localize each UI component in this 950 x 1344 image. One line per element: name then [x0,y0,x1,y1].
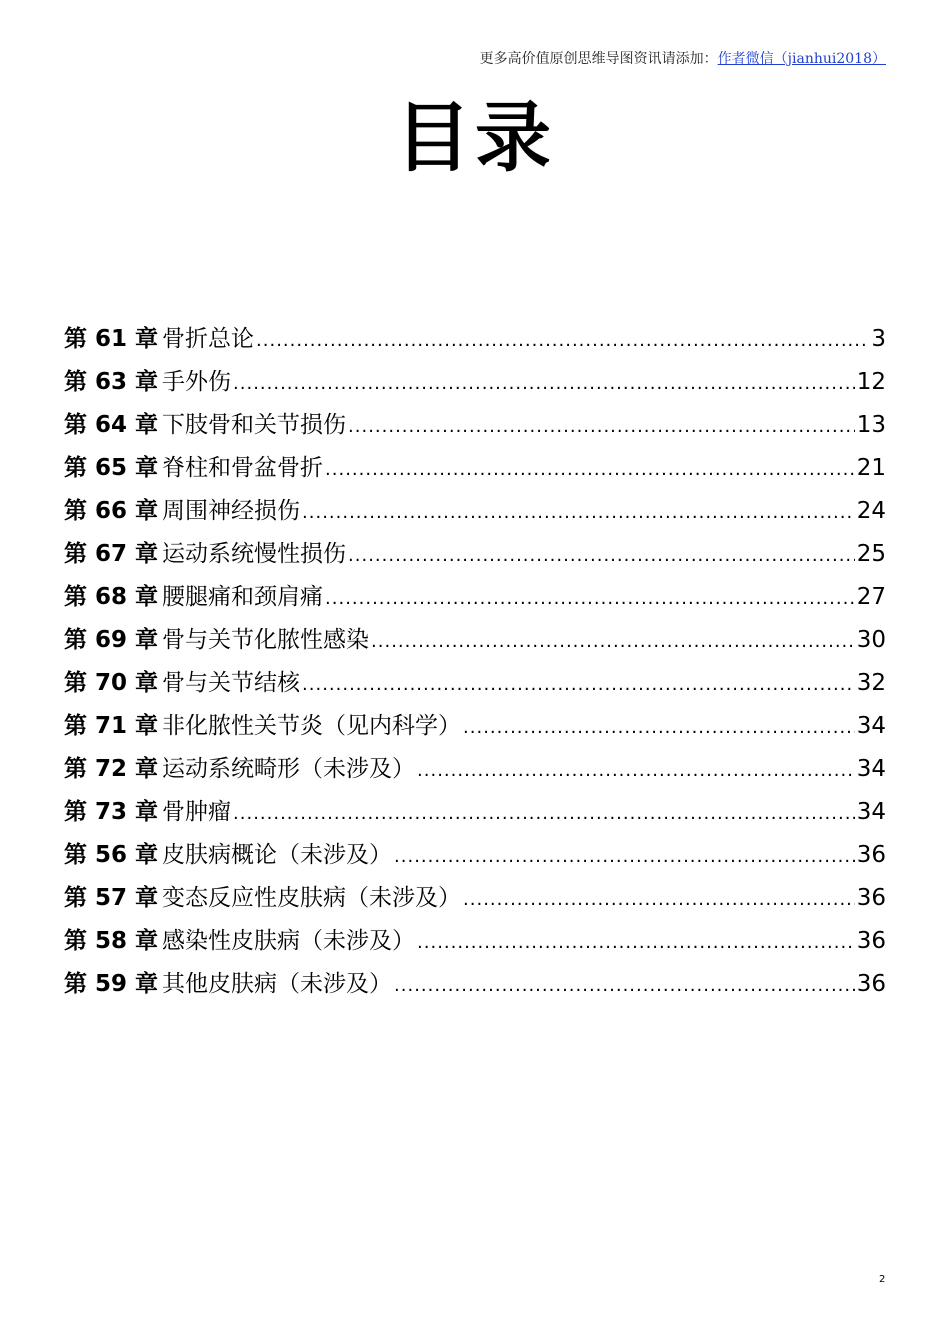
toc-entry[interactable] [64,834,886,877]
page-title: 目录 [395,93,555,182]
toc-leader-dots [371,620,855,663]
toc-leader-dots [325,448,855,491]
toc-entry[interactable] [64,791,886,834]
toc-title: 下肢骨和关节损伤 [162,412,347,438]
toc-entry[interactable] [64,748,886,791]
toc-page: 27 [856,584,886,610]
toc-entry[interactable] [64,490,886,533]
toc-leader-dots [233,362,855,405]
toc-page: 36 [856,971,886,997]
toc-chapter: 第 70 章 [64,670,159,696]
toc-title: 非化脓性关节炎（见内科学） [162,713,462,739]
toc-title: 骨与关节化脓性感染 [162,627,370,653]
toc-page: 34 [856,756,886,782]
toc-chapter: 第 64 章 [64,412,159,438]
toc-chapter: 第 58 章 [64,928,159,954]
toc-chapter: 第 73 章 [64,799,159,825]
table-of-contents [64,318,886,1006]
toc-title: 手外伤 [162,369,232,395]
toc-entry[interactable] [64,576,886,619]
toc-chapter: 第 67 章 [64,541,159,567]
toc-page: 12 [856,369,886,395]
toc-entry[interactable] [64,619,886,662]
toc-chapter: 第 66 章 [64,498,159,524]
toc-leader-dots [417,749,855,792]
toc-leader-dots [256,319,869,362]
toc-chapter: 第 56 章 [64,842,159,868]
toc-entry[interactable] [64,705,886,748]
toc-leader-dots [348,405,855,448]
toc-page: 32 [856,670,886,696]
header-prefix: 更多高价值原创思维导图资讯请添加： [479,51,718,67]
toc-page: 3 [871,326,886,352]
toc-page: 34 [856,799,886,825]
page-number: 2 [879,1274,886,1285]
toc-entry[interactable] [64,662,886,705]
toc-chapter: 第 61 章 [64,326,159,352]
toc-entry[interactable] [64,404,886,447]
toc-page: 24 [856,498,886,524]
toc-leader-dots [325,577,855,620]
toc-entry[interactable] [64,318,886,361]
toc-title: 腰腿痛和颈肩痛 [162,584,324,610]
toc-title: 脊柱和骨盆骨折 [162,455,324,481]
toc-entry[interactable] [64,361,886,404]
toc-chapter: 第 57 章 [64,885,159,911]
toc-page: 36 [856,885,886,911]
toc-chapter: 第 63 章 [64,369,159,395]
toc-title: 皮肤病概论（未涉及） [162,842,393,868]
toc-leader-dots [348,534,855,577]
toc-title: 感染性皮肤病（未涉及） [162,928,416,954]
page-header [480,48,886,68]
toc-page: 34 [856,713,886,739]
toc-title: 运动系统畸形（未涉及） [162,756,416,782]
toc-leader-dots [233,792,855,835]
toc-chapter: 第 59 章 [64,971,159,997]
toc-page: 36 [856,928,886,954]
toc-leader-dots [394,835,855,878]
toc-leader-dots [302,663,855,706]
toc-entry[interactable] [64,877,886,920]
toc-leader-dots [417,921,855,964]
toc-title: 骨肿瘤 [162,799,232,825]
author-wechat-link[interactable]: 作者微信（jianhui2018） [717,51,886,67]
toc-leader-dots [463,878,855,921]
toc-title: 骨与关节结核 [162,670,301,696]
toc-chapter: 第 71 章 [64,713,159,739]
toc-chapter: 第 69 章 [64,627,159,653]
toc-entry[interactable] [64,447,886,490]
toc-entry[interactable] [64,920,886,963]
toc-title: 变态反应性皮肤病（未涉及） [162,885,462,911]
toc-page: 25 [856,541,886,567]
toc-entry[interactable] [64,963,886,1006]
toc-title: 运动系统慢性损伤 [162,541,347,567]
toc-entry[interactable] [64,533,886,576]
toc-title: 其他皮肤病（未涉及） [162,971,393,997]
toc-title: 周围神经损伤 [162,498,301,524]
toc-page: 30 [856,627,886,653]
toc-leader-dots [302,491,855,534]
toc-page: 36 [856,842,886,868]
toc-chapter: 第 65 章 [64,455,159,481]
toc-chapter: 第 72 章 [64,756,159,782]
toc-leader-dots [394,964,855,1007]
toc-leader-dots [463,706,855,749]
toc-page: 21 [856,455,886,481]
toc-page: 13 [856,412,886,438]
toc-title: 骨折总论 [162,326,255,352]
toc-chapter: 第 68 章 [64,584,159,610]
